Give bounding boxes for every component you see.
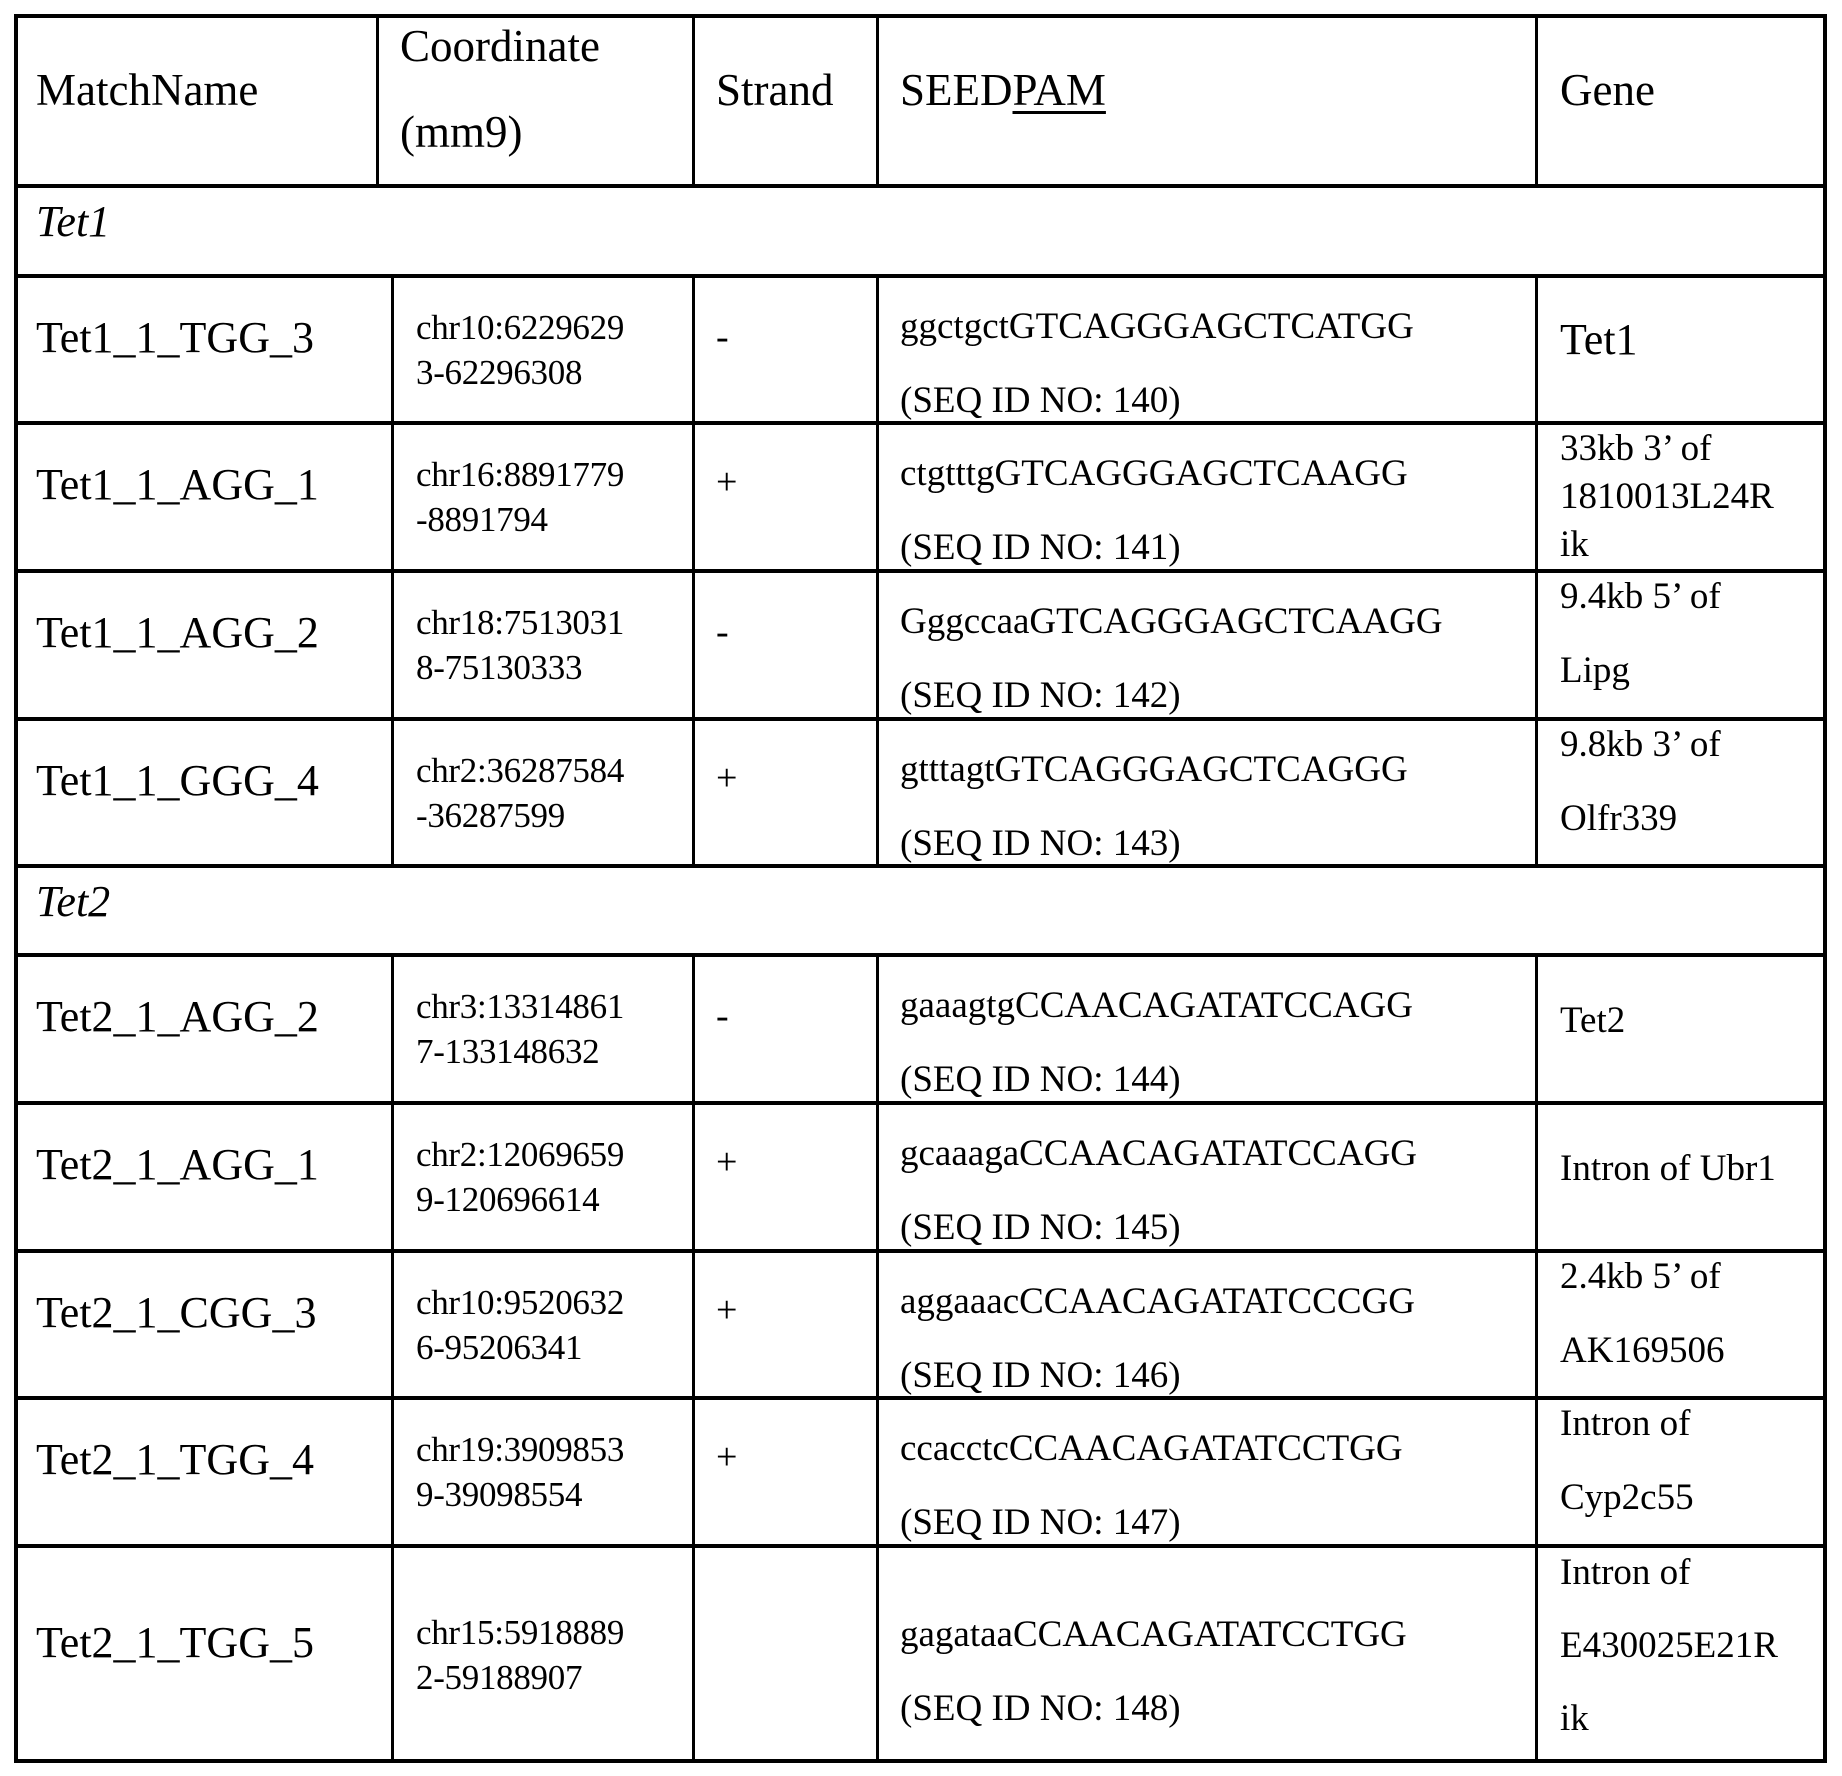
seq-id: (SEQ ID NO: 144)	[900, 1059, 1181, 1100]
coordinate: chr18:7513031	[416, 603, 625, 642]
divider	[876, 14, 879, 186]
divider	[1535, 14, 1538, 186]
seed-pam-sequence: gtttagtGTCAGGGAGCTCAGGG	[900, 749, 1408, 790]
match-name: Tet2_1_CGG_3	[36, 1288, 317, 1337]
header-coordinate-assembly: (mm9)	[400, 107, 523, 157]
divider	[14, 864, 1827, 868]
divider	[14, 1101, 1827, 1105]
divider	[14, 184, 1827, 188]
strand: -	[716, 316, 729, 358]
coordinate: chr2:36287584	[416, 751, 625, 790]
divider	[876, 276, 879, 866]
gene-cont: AK169506	[1560, 1330, 1725, 1371]
coordinate-cont: 7-133148632	[416, 1032, 600, 1071]
divider	[376, 14, 379, 186]
seq-id: (SEQ ID NO: 146)	[900, 1355, 1181, 1396]
divider	[14, 421, 1827, 425]
coordinate-cont: -8891794	[416, 500, 548, 539]
coordinate-cont: -36287599	[416, 796, 565, 835]
seed-pam-sequence: ccacctcCCAACAGATATCCTGG	[900, 1428, 1403, 1469]
divider	[391, 276, 394, 866]
gene: 9.8kb 3’ of	[1560, 724, 1721, 765]
seq-id: (SEQ ID NO: 141)	[900, 527, 1181, 568]
gene-cont: E430025E21R	[1560, 1625, 1778, 1666]
strand: +	[716, 1436, 738, 1478]
match-name: Tet1_1_GGG_4	[36, 756, 319, 805]
strand: -	[716, 995, 729, 1037]
divider	[14, 1544, 1827, 1548]
seed-pam-sequence: ggctgctGTCAGGGAGCTCATGG	[900, 306, 1414, 347]
strand: +	[716, 1289, 738, 1331]
gene-cont: Olfr339	[1560, 798, 1678, 839]
gene-cont: 1810013L24R	[1560, 476, 1774, 517]
seed-pam-sequence: gaaagtgCCAACAGATATCCAGG	[900, 985, 1413, 1026]
header-pam: PAM	[1012, 65, 1106, 115]
divider	[692, 14, 695, 186]
divider	[1535, 276, 1538, 866]
match-name: Tet1_1_AGG_2	[36, 608, 319, 657]
header-strand: Strand	[716, 65, 834, 115]
divider	[14, 274, 1827, 278]
gene-cont: Cyp2c55	[1560, 1477, 1694, 1518]
header-matchname: MatchName	[36, 65, 259, 115]
coordinate: chr19:3909853	[416, 1430, 625, 1469]
gene: Tet2	[1560, 1000, 1626, 1041]
gene-cont: Lipg	[1560, 650, 1630, 691]
section-label-tet2: Tet2	[36, 877, 111, 926]
divider	[1535, 955, 1538, 1763]
header-gene: Gene	[1560, 65, 1655, 115]
gene: Tet1	[1560, 315, 1638, 364]
seq-id: (SEQ ID NO: 145)	[900, 1207, 1181, 1248]
coordinate: chr10:9520632	[416, 1283, 625, 1322]
strand: +	[716, 1141, 738, 1183]
coordinate-cont: 2-59188907	[416, 1658, 583, 1697]
strand: +	[716, 461, 738, 503]
divider	[876, 955, 879, 1763]
gene: 2.4kb 5’ of	[1560, 1256, 1721, 1297]
match-name: Tet2_1_TGG_4	[36, 1435, 314, 1484]
divider	[692, 955, 695, 1763]
seed-pam-sequence: gagataaCCAACAGATATCCTGG	[900, 1614, 1407, 1655]
coordinate-cont: 3-62296308	[416, 353, 583, 392]
gene: 33kb 3’ of	[1560, 428, 1712, 469]
match-name: Tet2_1_AGG_2	[36, 992, 319, 1041]
coordinate: chr15:5918889	[416, 1613, 625, 1652]
coordinate: chr10:6229629	[416, 308, 625, 347]
divider	[14, 953, 1827, 957]
divider	[391, 955, 394, 1763]
seq-id: (SEQ ID NO: 142)	[900, 675, 1181, 716]
gene-cont: ik	[1560, 1698, 1589, 1739]
gene-cont: ik	[1560, 524, 1589, 565]
divider	[14, 569, 1827, 573]
coordinate-cont: 9-120696614	[416, 1180, 600, 1219]
match-name: Tet2_1_TGG_5	[36, 1618, 314, 1667]
header-seedpam	[900, 65, 1106, 115]
seed-pam-sequence: gcaaagaCCAACAGATATCCAGG	[900, 1133, 1418, 1174]
gene: 9.4kb 5’ of	[1560, 576, 1721, 617]
section-label-tet1: Tet1	[36, 197, 111, 246]
coordinate-cont: 6-95206341	[416, 1328, 583, 1367]
divider	[14, 717, 1827, 721]
strand: +	[716, 757, 738, 799]
match-name: Tet2_1_AGG_1	[36, 1140, 319, 1189]
seq-id: (SEQ ID NO: 140)	[900, 380, 1181, 421]
coordinate: chr3:13314861	[416, 987, 625, 1026]
coordinate-cont: 8-75130333	[416, 648, 583, 687]
seq-id: (SEQ ID NO: 143)	[900, 823, 1181, 864]
coordinate: chr2:12069659	[416, 1135, 625, 1174]
header-seed: SEED	[900, 65, 1013, 115]
seed-pam-sequence: GggccaaGTCAGGGAGCTCAAGG	[900, 601, 1443, 642]
header-coordinate: Coordinate	[400, 21, 600, 71]
divider	[14, 1396, 1827, 1400]
match-name: Tet1_1_AGG_1	[36, 460, 319, 509]
seed-pam-sequence: ctgtttgGTCAGGGAGCTCAAGG	[900, 453, 1408, 494]
coordinate-cont: 9-39098554	[416, 1475, 583, 1514]
gene: Intron of	[1560, 1403, 1691, 1444]
seq-id: (SEQ ID NO: 147)	[900, 1502, 1181, 1543]
gene: Intron of Ubr1	[1560, 1148, 1776, 1189]
seq-id: (SEQ ID NO: 148)	[900, 1688, 1181, 1729]
divider	[692, 276, 695, 866]
gene: Intron of	[1560, 1552, 1691, 1593]
divider	[14, 1249, 1827, 1253]
match-name: Tet1_1_TGG_3	[36, 313, 314, 362]
coordinate: chr16:8891779	[416, 455, 625, 494]
strand: -	[716, 611, 729, 653]
seed-pam-sequence: aggaaacCCAACAGATATCCCGG	[900, 1281, 1415, 1322]
